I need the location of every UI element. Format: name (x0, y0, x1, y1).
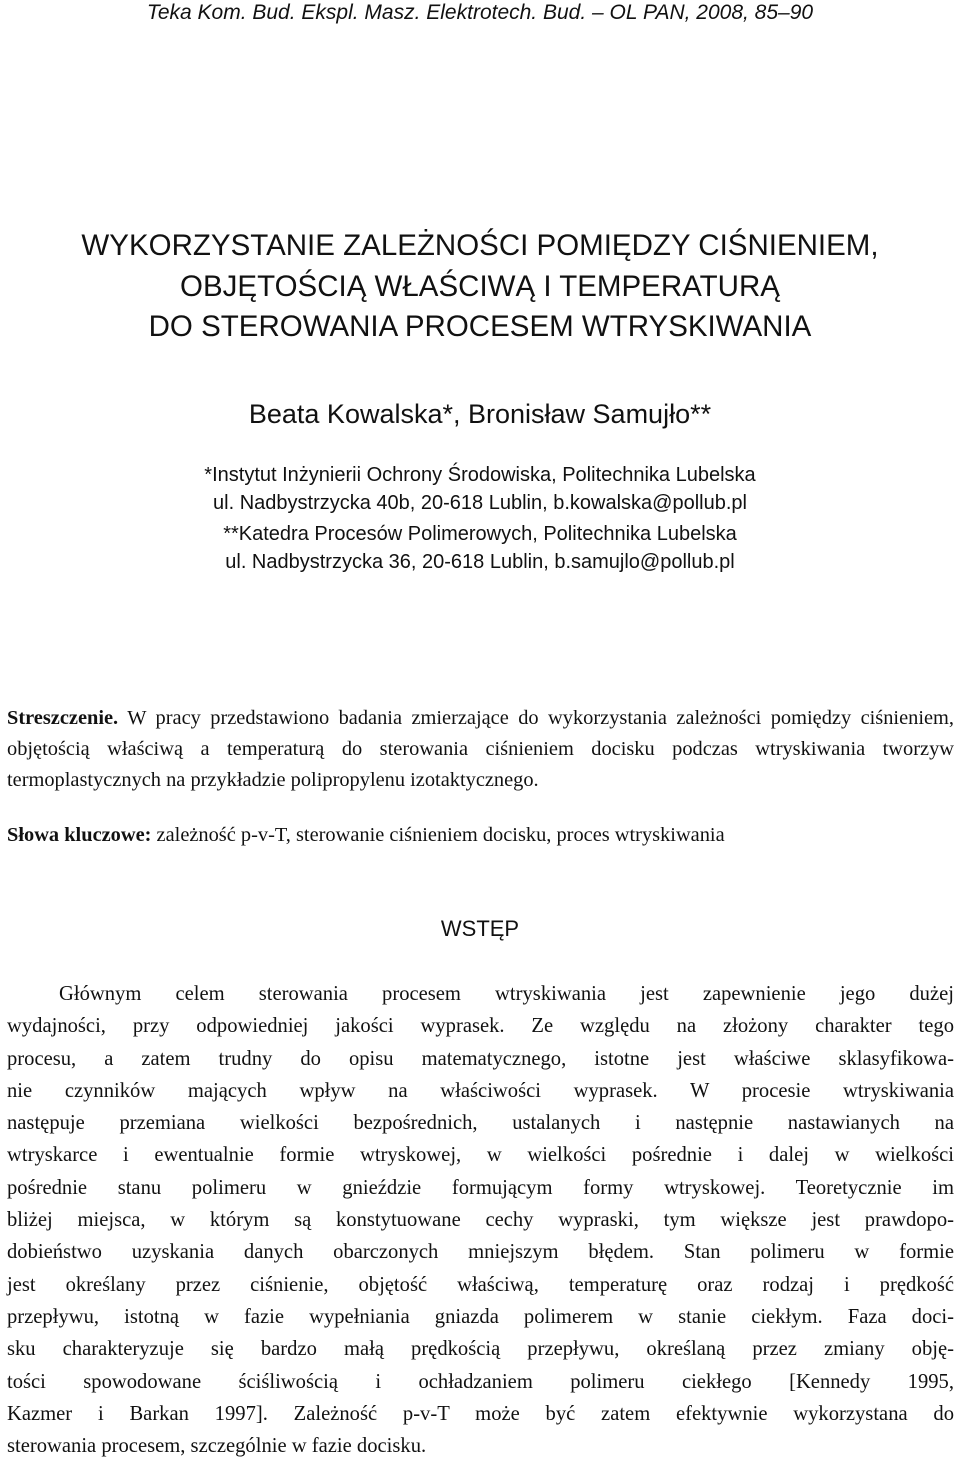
author-list: Beata Kowalska*, Bronisław Samujło** (248, 399, 712, 429)
body-line: tości spowodowane ściśliwością i ochładzaniem polimeru ciekłego [Kennedy 1995, (7, 1370, 954, 1393)
title-line: WYKORZYSTANIE ZALEŻNOŚCI POMIĘDZY CIŚNIENIEM, (81, 229, 879, 262)
affiliation-institution: *Instytut Inżynierii Ochrony Środowiska, Politechnika Lubelska (204, 464, 756, 486)
title-line: DO STEROWANIA PROCESEM WTRYSKIWANIA (148, 310, 812, 343)
affiliation-institution: **Katedra Procesów Polimerowych, Politechnika Lubelska (223, 523, 737, 545)
keywords (7, 820, 954, 851)
affiliation-2 (0, 520, 960, 576)
abstract-label: Streszczenie. (7, 707, 119, 729)
section-body (7, 978, 954, 1462)
affiliation-1 (0, 461, 960, 517)
keywords-text: zależność p-v-T, sterowanie ciśnieniem docisku, proces wtryskiwania (156, 824, 725, 846)
body-line: przepływu, istotną w fazie wypełniania gniazda polimerem w stanie ciekłym. Faza doci- (7, 1305, 954, 1328)
body-line: procesu, a zatem trudny do opisu matematycznego, istotne jest właściwe sklasyfikowa- (7, 1047, 954, 1070)
body-line: sku charakteryzuje się bardzo małą prędkością przepływu, określaną przez zmiany obję- (7, 1338, 954, 1361)
body-line: pośrednie stanu polimeru w gnieździe formującym formy wtryskowej. Teoretycznie im (7, 1176, 954, 1199)
body-line: Kazmer i Barkan 1997]. Zależność p-v-T może być zatem efektywnie wykorzystana do (7, 1402, 954, 1425)
abstract-text: W pracy przedstawiono badania zmierzające do wykorzystania zależności pomiędzy ciśnieniem, objętością właściwą a temperaturą do sterowania ciśnieniem docisku podczas wtryskiwania tworzyw termoplastycznych na przykładzie polipropylenu izotaktycznego. (7, 707, 954, 791)
body-line: nie czynników mających wpływ na właściwości wyprasek. W procesie wtryskiwania (7, 1079, 954, 1102)
section-heading: WSTĘP (440, 916, 520, 941)
title-line: OBJĘTOŚCIĄ WŁAŚCIWĄ I TEMPERATURĄ (180, 269, 780, 303)
body-line: następuje przemiana wielkości bezpośrednich, ustalanych i następnie nastawianych na (7, 1112, 954, 1135)
running-head: Teka Kom. Bud. Ekspl. Masz. Elektrotech. Bud. – OL PAN, 2008, 85–90 (146, 1, 814, 24)
affiliation-address: ul. Nadbystrzycka 36, 20-618 Lublin, b.samujlo@pollub.pl (225, 551, 735, 573)
paper-title (0, 226, 960, 348)
abstract (7, 703, 954, 796)
body-line: jest określany przez ciśnienie, objętość właściwą, temperaturę oraz rodzaj i prędkość (7, 1273, 954, 1296)
body-line: bliżej miejsca, w którym są konstytuowane cechy wypraski, tym większe jest prawdopo- (7, 1209, 954, 1232)
affiliation-address: ul. Nadbystrzycka 40b, 20-618 Lublin, b.kowalska@pollub.pl (213, 492, 747, 514)
keywords-label: Słowa kluczowe: (7, 824, 152, 846)
body-line: dobieństwo uzyskania danych obarczonych mniejszym błędem. Stan polimeru w formie (7, 1241, 954, 1264)
body-line: sterowania procesem, szczególnie w fazie docisku. (7, 1435, 427, 1458)
body-line: wtryskarce i ewentualnie formie wtryskowej, w wielkości pośrednie i dalej w wielkości (7, 1144, 954, 1167)
body-line: wydajności, przy odpowiedniej jakości wyprasek. Ze względu na złożony charakter tego (7, 1015, 954, 1038)
body-line: Głównym celem sterowania procesem wtryskiwania jest zapewnienie jego dużej (59, 983, 954, 1005)
